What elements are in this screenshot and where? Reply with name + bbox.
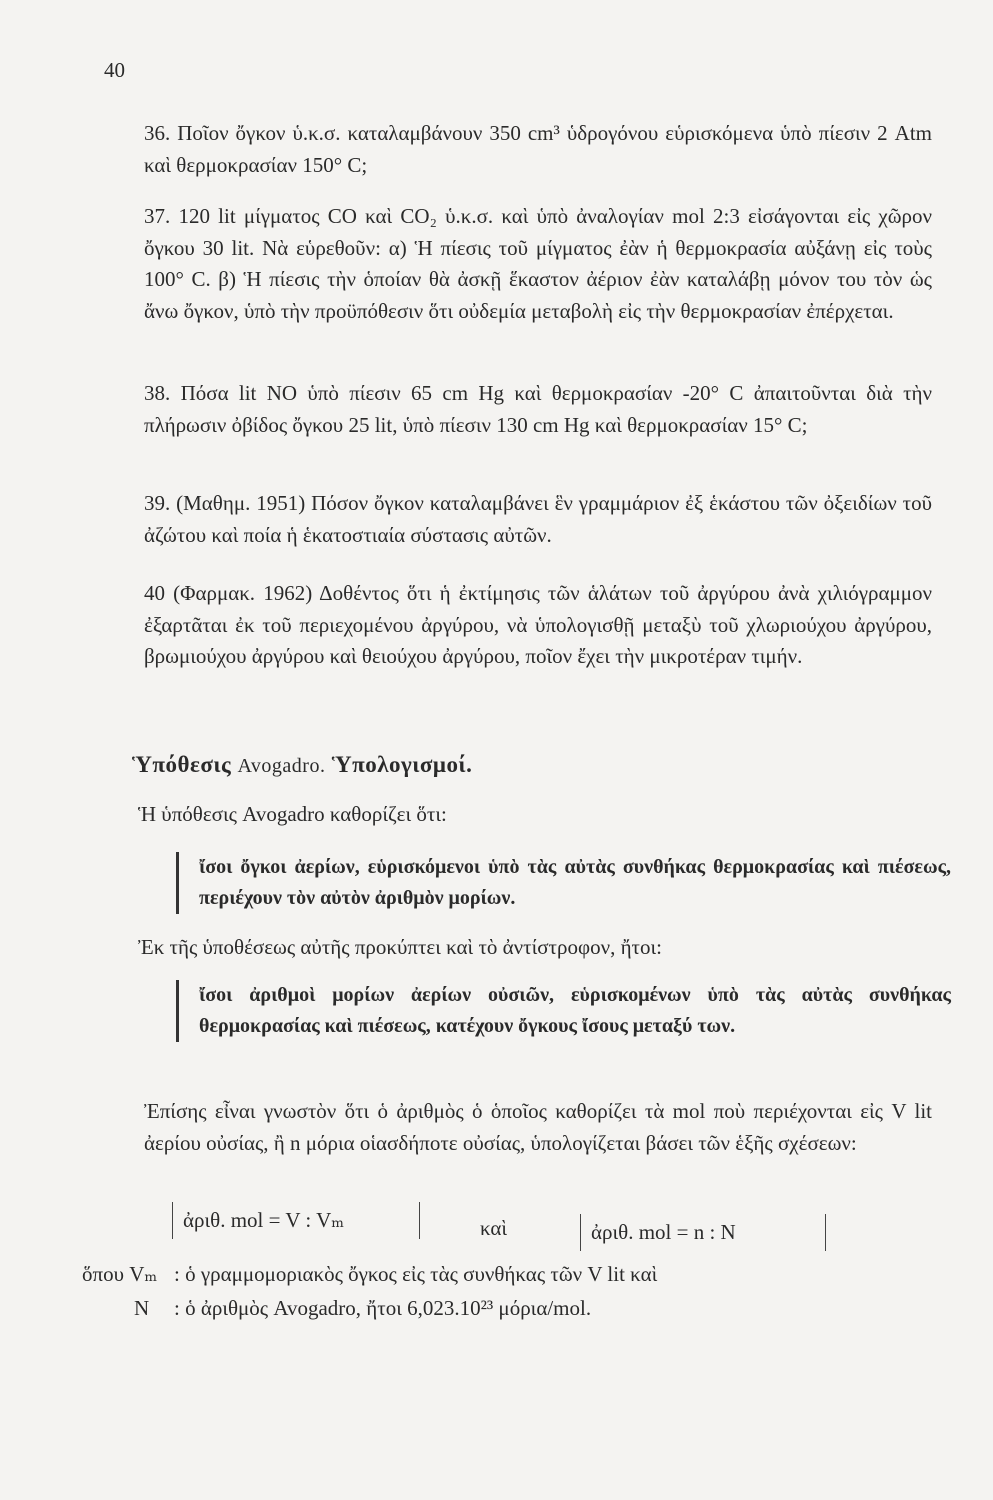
problem-text: Πόσα lit NO ὑπὸ πίεσιν 65 cm Hg καὶ θερμοκρασίαν -20° C ἀπαιτοῦνται διὰ τὴν πλήρωσιν ὀβίδος ὄγκου 25 lit, ὑπὸ πίεσιν 130 cm Hg καὶ θερμοκρασίαν 15° C; xyxy=(144,381,933,437)
problem-number: 40 xyxy=(144,581,165,605)
def-n-label: N xyxy=(134,1296,150,1320)
inverse-intro: Ἐκ τῆς ὑποθέσεως αὐτῆς προκύπτει καὶ τὸ ἀντίστροφον, ἤτοι: xyxy=(138,935,662,959)
problem-number: 39. xyxy=(144,491,171,515)
def-vm-label: ὅπου Vₘ xyxy=(82,1262,158,1286)
section-heading: Ὑπόθεσις Avogadro. Ὑπολογισμοί. xyxy=(132,752,473,777)
problem-text: (Φαρμακ. 1962) Δοθέντος ὅτι ἡ ἐκτίμησις τῶν ἁλάτων τοῦ ἀργύρου ἀνὰ χιλιόγραμμον ἐξαρτᾶται ἐκ τοῦ περιεχομένου ἀργύρου, νὰ ὑπολογισθῇ μεταξὺ τοῦ χλωριούχου ἀργύρου, βρωμιούχου ἀργύρου καὶ θειούχου ἀργύρου, ποῖον ἔχει τὴν μικροτέραν τιμήν. xyxy=(144,581,932,668)
problem-37 xyxy=(82,201,932,327)
formula-mol-molecules: ἀριθ. mol = n : N xyxy=(580,1214,826,1251)
mol-paragraph: Ἐπίσης εἶναι γνωστὸν ὅτι ὁ ἀριθμὸς ὁ ὁποῖος καθορίζει τὰ mol ποὺ περιέχονται εἰς V lit ἀερίου οὐσίας, ἢ n μόρια οἱασδήποτε οὐσίας, ὑπολογίζεται βάσει τῶν ἑξῆς σχέσεων: xyxy=(144,1099,932,1155)
problem-number: 36. xyxy=(144,121,171,145)
problem-36 xyxy=(82,118,932,181)
problem-text: 120 lit μίγματος CO καὶ CO₂ ὑ.κ.σ. καὶ ὑπὸ ἀναλογίαν mol 2:3 εἰσάγονται εἰς χῶρον ὄγκου 30 lit. Νὰ εὑρεθοῦν: α) Ἡ πίεσις τοῦ μίγματος ἐὰν ἡ θερμοκρασία αὐξάνῃ εἰς τοὺς 100° C. β) Ἡ πίεσις τὴν ὁποίαν θὰ ἀσκῇ ἕκαστον ἀέριον ἐὰν καταλάβῃ μόνον του τὸν ὡς ἄνω ὄγκον, ὑπὸ τὴν προϋπόθεσιν ὅτι οὐδεμία μεταβολὴ εἰς τὴν θερμοκρασίαν ἐπέρχεται. xyxy=(144,204,932,323)
avogadro-intro: Ἡ ὑπόθεσις Avogadro καθορίζει ὅτι: xyxy=(138,802,447,826)
def-n-text: : ὁ ἀριθμὸς Avogadro, ἤτοι 6,023.10²³ μόρια/mol. xyxy=(174,1296,592,1320)
problem-number: 38. xyxy=(144,381,171,405)
problem-text: (Μαθημ. 1951) Πόσον ὄγκον καταλαμβάνει ἓν γραμμάριον ἐξ ἑκάστου τῶν ὀξειδίων τοῦ ἀζώτου καὶ ποία ἡ ἑκατοστιαία σύστασις αὐτῶν. xyxy=(144,491,932,547)
inverse-statement: ἴσοι ἀριθμοὶ μορίων ἀερίων οὐσιῶν, εὑρισκομένων ὑπὸ τὰς αὐτὰς συνθήκας θερμοκρασίας καὶ πιέσεως, κατέχουν ὄγκους ἴσους μεταξύ των. xyxy=(176,980,951,1042)
problem-text: Ποῖον ὄγκον ὑ.κ.σ. καταλαμβάνουν 350 cm³ ὑδρογόνου εὑρισκόμενα ὑπὸ πίεσιν 2 Atm καὶ θερμοκρασίαν 150° C; xyxy=(144,121,932,177)
def-vm-text: : ὁ γραμμομοριακὸς ὄγκος εἰς τὰς συνθήκας τῶν V lit καὶ xyxy=(174,1262,658,1286)
formula-mol-volume: ἀριθ. mol = V : Vₘ xyxy=(172,1202,420,1239)
problem-40 xyxy=(82,578,932,673)
hypothesis-statement: ἴσοι ὄγκοι ἀερίων, εὑρισκόμενοι ὑπὸ τὰς αὐτὰς συνθήκας θερμοκρασίας καὶ πιέσεως, περιέχουν τὸν αὐτὸν ἀριθμὸν μορίων. xyxy=(176,852,951,914)
conjunction: καὶ xyxy=(480,1216,508,1240)
problem-number: 37. xyxy=(144,204,171,228)
problem-38 xyxy=(82,378,932,441)
page-number: 40 xyxy=(104,58,125,82)
problem-39 xyxy=(82,488,932,551)
